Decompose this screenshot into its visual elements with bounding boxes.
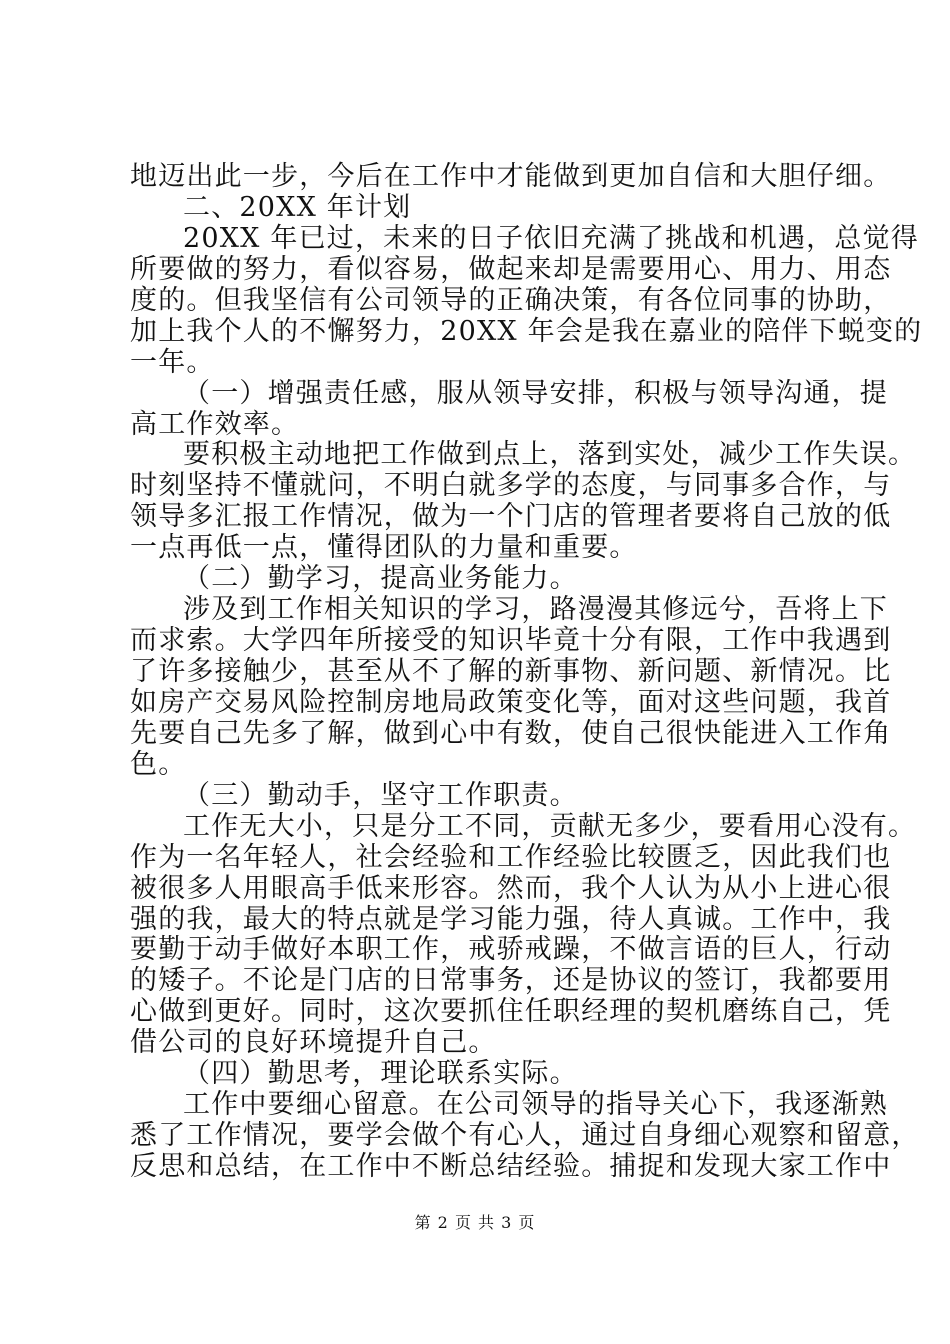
subsection-heading: （二）勤学习，提高业务能力。 xyxy=(183,563,578,594)
text-line: 如房产交易风险控制房地局政策变化等，面对这些问题，我首 xyxy=(130,687,892,718)
subsection-heading: （三）勤动手，坚守工作职责。 xyxy=(183,780,578,811)
text-line: 一年。 xyxy=(130,347,215,378)
subsection-heading: 高工作效率。 xyxy=(130,409,300,440)
text-line: 强的我，最大的特点就是学习能力强，待人真诚。工作中，我 xyxy=(130,904,892,935)
text-line: 20XX 年已过，未来的日子依旧充满了挑战和机遇，总觉得 xyxy=(183,223,919,254)
text-line: 涉及到工作相关知识的学习，路漫漫其修远兮，吾将上下 xyxy=(183,594,888,625)
subsection-heading: （一）增强责任感，服从领导安排，积极与领导沟通，提 xyxy=(183,378,888,409)
text-line: 反思和总结，在工作中不断总结经验。捕捉和发现大家工作中 xyxy=(130,1151,892,1182)
text-line: 悉了工作情况，要学会做个有心人，通过自身细心观察和留意， xyxy=(130,1120,920,1151)
text-line: 色。 xyxy=(130,749,187,780)
text-line: 先要自己先多了解，做到心中有数，使自己很快能进入工作角 xyxy=(130,718,892,749)
text-line: 心做到更好。同时，这次要抓住任职经理的契机磨练自己，凭 xyxy=(130,996,892,1027)
text-line: 加上我个人的不懈努力，20XX 年会是我在嘉业的陪伴下蜕变的 xyxy=(130,316,923,347)
text-line: 了许多接触少，甚至从不了解的新事物、新问题、新情况。比 xyxy=(130,656,892,687)
page-footer: 第 2 页 共 3 页 xyxy=(414,1213,536,1232)
text-line: 工作中要细心留意。在公司领导的指导关心下，我逐渐熟 xyxy=(183,1089,888,1120)
section-heading: 二、20XX 年计划 xyxy=(183,192,412,223)
text-line: 工作无大小，只是分工不同，贡献无多少，要看用心没有。 xyxy=(183,811,917,842)
text-line: 的矮子。不论是门店的日常事务，还是协议的签订，我都要用 xyxy=(130,965,892,996)
text-line: 借公司的良好环境提升自己。 xyxy=(130,1027,497,1058)
text-line: 要勤于动手做好本职工作，戒骄戒躁，不做言语的巨人，行动 xyxy=(130,934,892,965)
text-line: 而求索。大学四年所接受的知识毕竟十分有限，工作中我遇到 xyxy=(130,625,892,656)
text-line: 所要做的努力，看似容易，做起来却是需要用心、用力、用态 xyxy=(130,254,892,285)
text-line: 要积极主动地把工作做到点上，落到实处，减少工作失误。 xyxy=(183,439,917,470)
text-line: 被很多人用眼高手低来形容。然而，我个人认为从小上进心很 xyxy=(130,873,892,904)
text-line: 时刻坚持不懂就问，不明白就多学的态度，与同事多合作，与 xyxy=(130,470,892,501)
text-line: 一点再低一点，懂得团队的力量和重要。 xyxy=(130,532,638,563)
text-line: 领导多汇报工作情况，做为一个门店的管理者要将自己放的低 xyxy=(130,501,892,532)
subsection-heading: （四）勤思考，理论联系实际。 xyxy=(183,1058,578,1089)
text-line: 作为一名年轻人，社会经验和工作经验比较匮乏，因此我们也 xyxy=(130,842,892,873)
text-line: 地迈出此一步，今后在工作中才能做到更加自信和大胆仔细。 xyxy=(130,161,892,192)
text-line: 度的。但我坚信有公司领导的正确决策，有各位同事的协助， xyxy=(130,285,892,316)
